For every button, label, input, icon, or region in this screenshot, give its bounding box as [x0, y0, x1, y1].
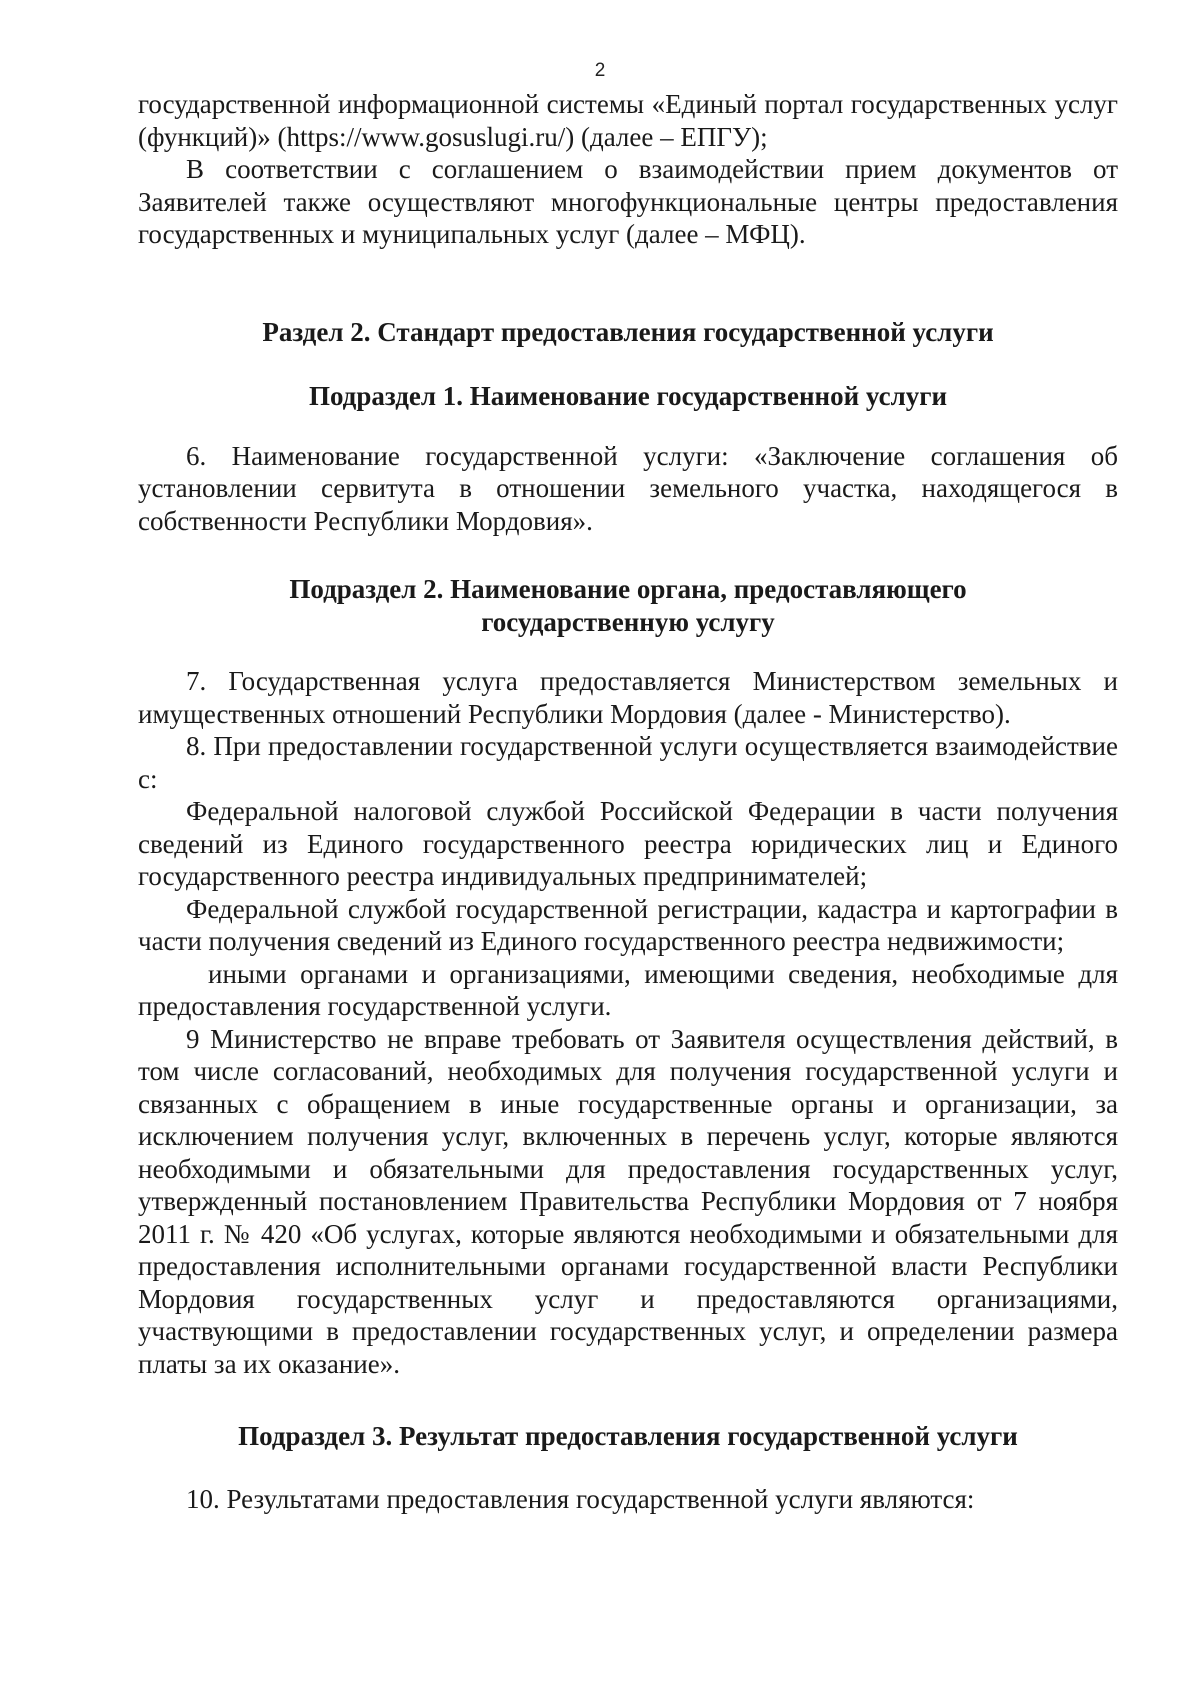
page-number: 2	[594, 60, 606, 81]
paragraph-8-rosreestr: Федеральной службой государственной регистрации, кадастра и картографии в части получения сведений из Единого государственного реестра недвижимости;	[138, 893, 1118, 956]
paragraph-8-fns: Федеральной налоговой службой Российской Федерации в части получения сведений из Единого государственного реестра юридических лиц и Единого государственного реестра индивидуальных предпринимателей;	[138, 796, 1118, 891]
subsection-2-title-line1: Подраздел 2. Наименование органа, предоставляющего	[289, 574, 967, 604]
subsection-2-title	[138, 573, 1118, 638]
section-2-title: Раздел 2. Стандарт предоставления государственной услуги	[262, 316, 994, 347]
paragraph-7: 7. Государственная услуга предоставляется Министерством земельных и имущественных отношений Республики Мордовия (далее - Министерство).	[138, 666, 1118, 729]
paragraph-8-other-organs: иными органами и организациями, имеющими сведения, необходимые для предоставления государственной услуги.	[138, 958, 1118, 1021]
document-body	[138, 88, 1118, 1515]
subsection-3-title: Подраздел 3. Результат предоставления государственной услуги	[238, 1421, 1018, 1451]
paragraph-8: 8. При предоставлении государственной услуги осуществляется взаимодействие с:	[138, 731, 1118, 794]
paragraph-mfc: В соответствии с соглашением о взаимодействии прием документов от Заявителей также осуществляют многофункциональные центры предоставления государственных и муниципальных услуг (далее – МФЦ).	[138, 154, 1118, 249]
paragraph-10: 10. Результатами предоставления государственной услуги являются:	[186, 1483, 975, 1514]
paragraph-9: 9 Министерство не вправе требовать от Заявителя осуществления действий, в том числе согласований, необходимых для получения государственной услуги и связанных с обращением в иные государственные органы и организации, за исключением получения услуг, включенных в перечень услуг, которые являются необходимыми и обязательными для предоставления государственных услуг, утвержденный постановлением Правительства Республики Мордовия от 7 ноября 2011 г. № 420 «Об услугах, которые являются необходимыми и обязательными для предоставления исполнительными органами государственной власти Республики Мордовия государственных услуг и предоставляются организациями, участвующими в предоставлении государственных услуг, и определении размера платы за их оказание».	[138, 1023, 1118, 1379]
subsection-1-title: Подраздел 1. Наименование государственной услуги	[308, 381, 948, 411]
paragraph-6: 6. Наименование государственной услуги: «Заключение соглашения об установлении сервитута в отношении земельного участка, находящегося в собственности Республики Мордовия».	[138, 440, 1118, 536]
subsection-2-title-line2: государственную услугу	[481, 606, 775, 637]
paragraph-epgu: государственной информационной системы «Единый портал государственных услуг (функций)» (https://www.gosuslugi.ru/) (далее – ЕПГУ);	[138, 89, 1118, 152]
